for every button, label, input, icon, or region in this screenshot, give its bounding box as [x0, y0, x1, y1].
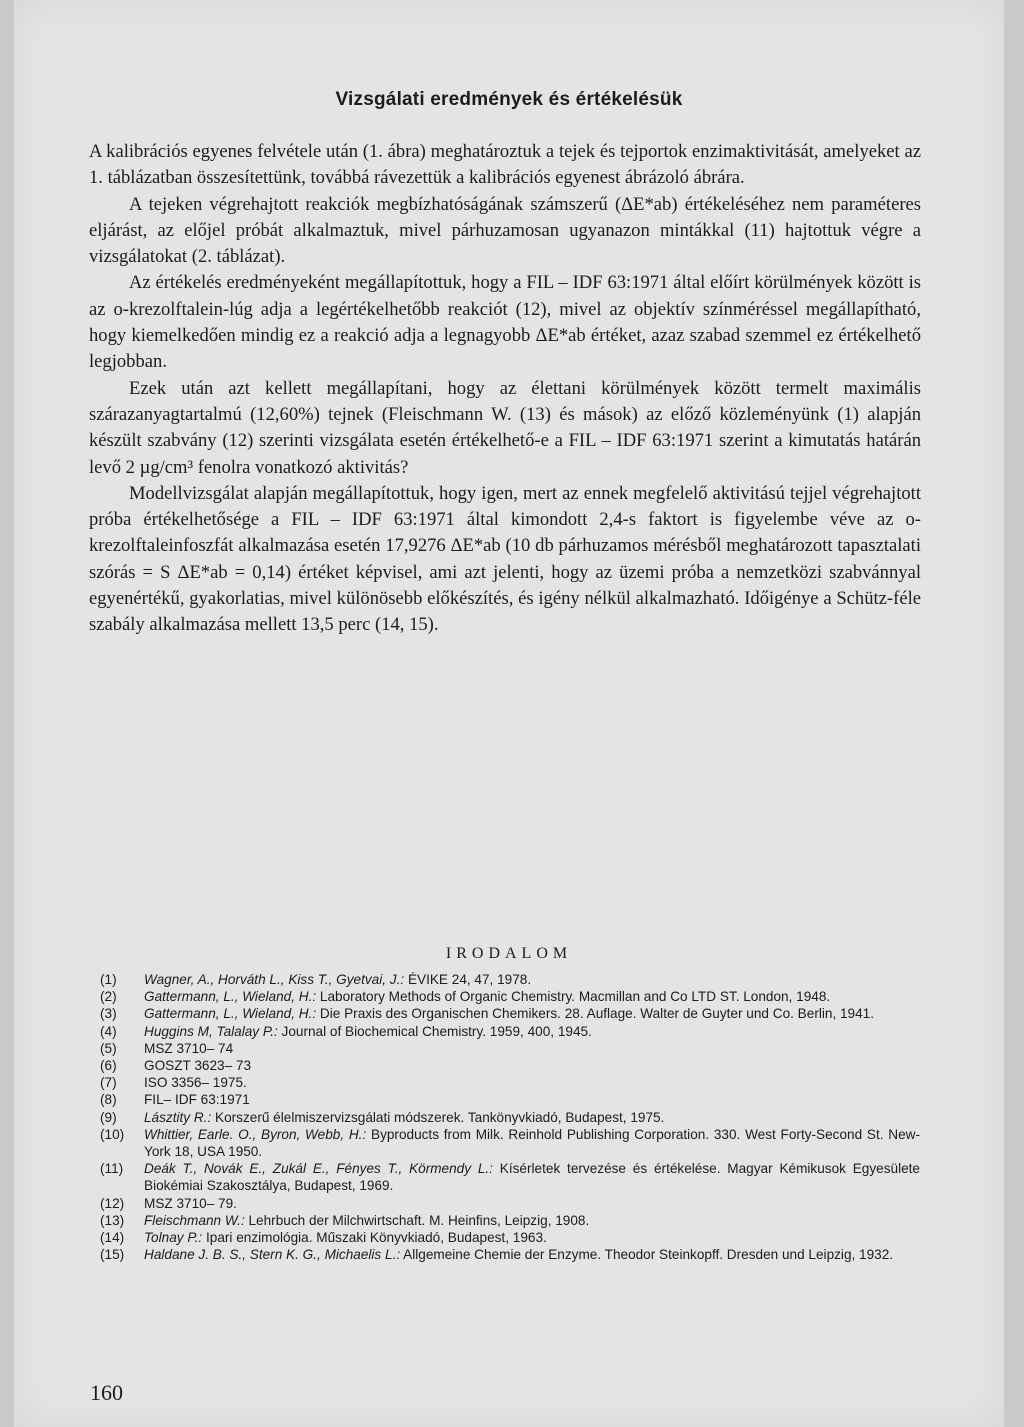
- reference-item: [100, 1195, 920, 1212]
- reference-number: (3): [100, 1006, 117, 1022]
- reference-authors: Huggins M, Talalay P.:: [144, 1023, 278, 1039]
- reference-item: [100, 1246, 920, 1263]
- reference-item: [100, 1023, 920, 1040]
- reference-authors: Gattermann, L., Wieland, H.:: [144, 989, 317, 1005]
- reference-authors: Lásztity R.:: [144, 1109, 212, 1125]
- reference-item: [100, 971, 920, 988]
- reference-number: (14): [100, 1230, 125, 1246]
- reference-item: [100, 1229, 920, 1246]
- reference-item: [100, 1057, 920, 1074]
- reference-item: [100, 1109, 920, 1126]
- reference-number: (8): [100, 1092, 117, 1108]
- paragraph: Modellvizsgálat alapján megállapítottuk, hogy igen, mert az ennek megfelelő aktivitású tejjel végrehajtott próba értékelhetősége a FIL – IDF 63:1971 által kimondott 2,4-s faktort is figyelembe véve az o-krezolftaleinfoszfát alkalmazása esetén 17,9276 ΔE*ab (10 db párhuzamos mérésből meghatározott tapasztalati szórás = S ΔE*ab = 0,14) értéket képvisel, ami azt jelenti, hogy az üzemi próba a nemzetközi szabvánnyal egyenértékű, gyakorlatias, mivel különösebb előkészítés, és igény nélkül alkalmazható. Időigénye a Schütz-féle szabály alkalmazása mellett 13,5 perc (14, 15).: [89, 482, 921, 636]
- paragraph: A kalibrációs egyenes felvétele után (1. ábra) meghatároztuk a tejek és tejportok enzimaktivitását, amelyeket az 1. táblázatban összesítettünk, továbbá rávezettük a kalibrációs egyenest ábrázoló ábrára.: [89, 141, 921, 189]
- document-page: [14, 0, 1004, 1427]
- page-number: 160: [90, 1380, 123, 1405]
- reference-number: (7): [100, 1075, 117, 1091]
- reference-authors: Haldane J. B. S., Stern K. G., Michaelis L.:: [144, 1247, 401, 1263]
- reference-text: Ipari enzimológia. Műszaki Könyvkiadó, Budapest, 1963.: [205, 1230, 547, 1246]
- reference-item: [100, 1212, 920, 1229]
- references-title: IRODALOM: [445, 945, 573, 962]
- paragraph: Az értékelés eredményeként megállapítottuk, hogy a FIL – IDF 63:1971 által előírt körülmények között is az o-krezolftalein-lúg adja a legértékelhetőbb reakciót (12), mivel az objektív színméréssel megállapítható, hogy kiemelkedően mindig ez a reakció adja a legnagyobb ΔE*ab értéket, azaz szabad szemmel ez értékelhető legjobban.: [89, 272, 921, 373]
- reference-number: (13): [100, 1212, 125, 1228]
- reference-text: GOSZT 3623– 73: [144, 1058, 252, 1074]
- reference-text: Korszerű élelmiszervizsgálati módszerek. Tankönyvkiadó, Budapest, 1975.: [215, 1109, 665, 1125]
- reference-number: (10): [100, 1126, 125, 1142]
- reference-number: (5): [100, 1040, 117, 1056]
- reference-authors: Tolnay P.:: [144, 1230, 203, 1246]
- reference-text: MSZ 3710– 79.: [144, 1195, 237, 1211]
- reference-text: ÉVIKE 24, 47, 1978.: [407, 972, 532, 987]
- reference-authors: Gattermann, L., Wieland, H.:: [144, 1006, 317, 1022]
- reference-item: [100, 1091, 920, 1108]
- reference-item: [100, 1040, 920, 1057]
- paragraph: Ezek után azt kellett megállapítani, hogy az élettani körülmények között termelt maximális szárazanyagtartalmú (12,60%) tejnek (Fleischmann W. (13) és mások) az előző közleményünk (1) alapján készült szabvány (12) szerinti vizsgálata esetén értékelhető-e a FIL – IDF 63:1971 szerint a kimutatás határán levő 2 µg/cm³ fenolra vonatkozó aktivitás?: [89, 377, 921, 478]
- reference-number: (4): [100, 1023, 117, 1039]
- section-heading: Vizsgálati eredmények és értékelésük: [335, 89, 683, 110]
- reference-item: [100, 988, 920, 1005]
- reference-text: Byproducts from Milk. Reinhold Publishing Corporation. 330. West Forty-Second St. New-York 18, USA 1950.: [144, 1126, 921, 1160]
- reference-text: ISO 3356– 1975.: [144, 1075, 247, 1091]
- body-text: [89, 139, 921, 639]
- paragraph: A tejeken végrehajtott reakciók megbízhatóságának számszerű (ΔE*ab) értékeléséhez nem paraméteres eljárást, az előjel próbát alkalmaztuk, mivel párhuzamosan ugyanazon mintákkal (11) hajtottuk végre a vizsgálatokat (2. táblázat).: [89, 193, 921, 268]
- reference-authors: Fleischmann W.:: [144, 1212, 245, 1228]
- reference-number: (12): [100, 1195, 125, 1211]
- reference-text: FIL– IDF 63:1971: [144, 1092, 250, 1108]
- reference-item: [100, 1126, 920, 1160]
- reference-authors: Wagner, A., Horváth L., Kiss T., Gyetvai, J.:: [144, 972, 405, 987]
- reference-text: Lehrbuch der Milchwirtschaft. M. Heinfins, Leipzig, 1908.: [248, 1212, 590, 1228]
- reference-authors: Deák T., Novák E., Zukál E., Fényes T., Körmendy L.:: [144, 1161, 493, 1177]
- reference-item: [100, 1074, 920, 1091]
- reference-text: Laboratory Methods of Organic Chemistry. Macmillan and Co LTD ST. London, 1948.: [319, 989, 831, 1005]
- reference-text: Allgemeine Chemie der Enzyme. Theodor Steinkopff. Dresden und Leipzig, 1932.: [403, 1247, 894, 1263]
- reference-item: [100, 1160, 920, 1194]
- reference-text: Journal of Biochemical Chemistry. 1959, 400, 1945.: [281, 1023, 592, 1039]
- reference-text: Die Praxis des Organischen Chemikers. 28. Auflage. Walter de Guyter und Co. Berlin, 1941.: [319, 1006, 875, 1022]
- reference-text: MSZ 3710– 74: [144, 1040, 234, 1056]
- reference-number: (11): [100, 1161, 124, 1177]
- reference-item: [100, 1005, 920, 1022]
- reference-text: Kísérletek tervezése és értékelése. Magyar Kémikusok Egyesülete Biokémiai Szakosztálya, Budapest, 1969.: [144, 1161, 920, 1194]
- reference-number: (2): [100, 989, 117, 1005]
- reference-number: (15): [100, 1247, 125, 1263]
- reference-number: (1): [100, 972, 117, 987]
- reference-number: (6): [100, 1058, 117, 1074]
- reference-number: (9): [100, 1109, 117, 1125]
- references-list: [100, 971, 920, 1263]
- reference-authors: Whittier, Earle. O., Byron, Webb, H.:: [144, 1126, 367, 1142]
